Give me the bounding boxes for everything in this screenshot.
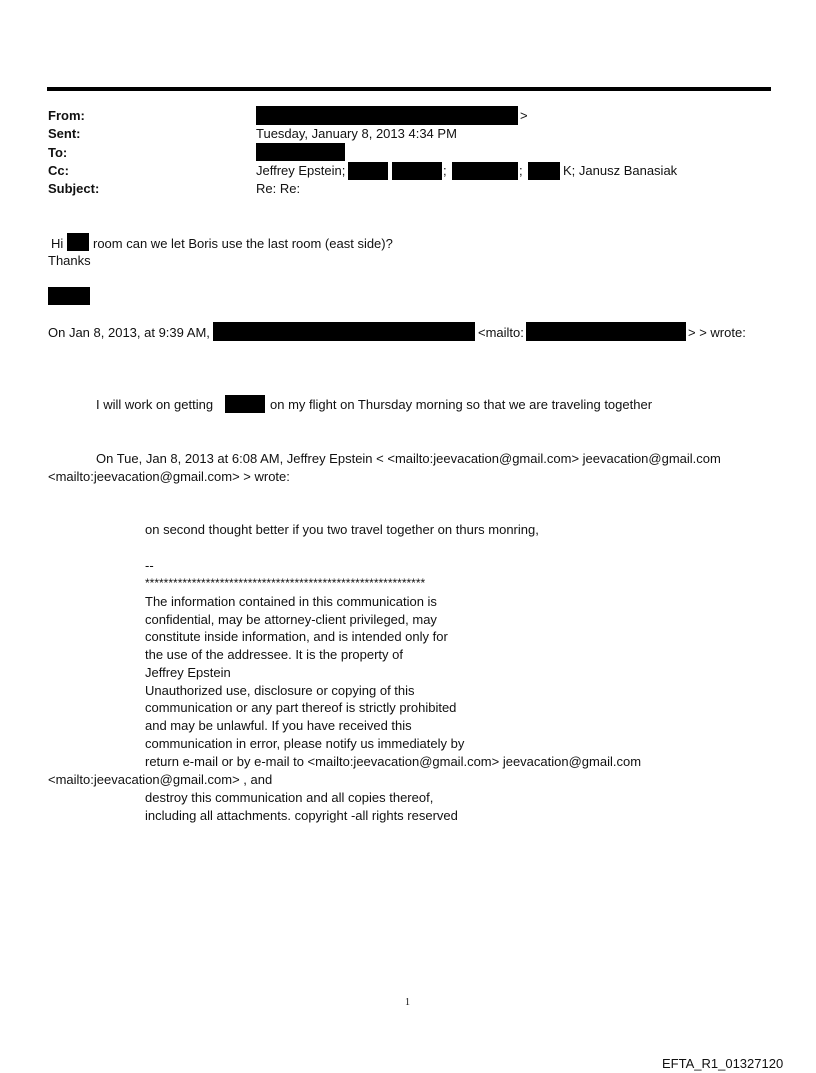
cc-part1: Jeffrey Epstein; (256, 163, 346, 178)
disclaimer-wrap-line: <mailto:jeevacation@gmail.com> , and (48, 772, 273, 787)
reply1-prefix: I will work on getting (96, 397, 214, 412)
subject-label: Subject: (48, 181, 100, 196)
greeting-prefix: Hi (51, 236, 64, 251)
disclaimer-line: destroy this communication and all copies thereof, (145, 790, 434, 805)
thanks-line: Thanks (48, 253, 91, 268)
reply2-text: on second thought better if you two travel together on thurs monring, (145, 522, 539, 537)
disclaimer-line: Jeffrey Epstein (145, 665, 231, 680)
redaction-quote1-email (526, 322, 686, 341)
disclaimer-line: communication or any part thereof is strictly prohibited (145, 700, 457, 715)
cc-part2: ; (443, 163, 447, 178)
redaction-quote1-name (213, 322, 475, 341)
sent-value: Tuesday, January 8, 2013 4:34 PM (256, 126, 457, 141)
signature-dashes: -- (145, 558, 154, 573)
redaction-reply1-name (225, 395, 265, 413)
cc-label: Cc: (48, 163, 69, 178)
cc-part4: K; Janusz Banasiak (563, 163, 678, 178)
greeting-rest: room can we let Boris use the last room (east side)? (93, 236, 393, 251)
redaction-greeting-name (67, 233, 89, 251)
disclaimer-line: communication in error, please notify us immediately by (145, 736, 465, 751)
quote1-suffix: > > wrote: (688, 325, 746, 340)
redaction-cc-4 (528, 162, 560, 180)
quote1-prefix: On Jan 8, 2013, at 9:39 AM, (48, 325, 210, 340)
redaction-signature (48, 287, 90, 305)
from-value-suffix: > (520, 108, 528, 123)
document-id: EFTA_R1_01327120 (662, 1056, 784, 1071)
cc-part3: ; (519, 163, 523, 178)
redaction-cc-3 (452, 162, 518, 180)
disclaimer-line: constitute inside information, and is intended only for (145, 629, 448, 644)
page-number: 1 (405, 997, 410, 1008)
disclaimer-line: the use of the addressee. It is the property of (145, 647, 403, 662)
signature-stars: ************************************************************ (145, 576, 426, 590)
quote2-line2: <mailto:jeevacation@gmail.com> > wrote: (48, 469, 290, 484)
from-label: From: (48, 108, 85, 123)
redaction-cc-1 (348, 162, 388, 180)
redaction-from (256, 106, 518, 125)
header-divider (47, 87, 771, 91)
disclaimer-line: and may be unlawful. If you have received this (145, 718, 412, 733)
sent-label: Sent: (48, 126, 81, 141)
to-label: To: (48, 145, 68, 160)
disclaimer-line: including all attachments. copyright -all rights reserved (145, 808, 458, 823)
reply1-rest: on my flight on Thursday morning so that we are traveling together (270, 397, 653, 412)
quote2-line1: On Tue, Jan 8, 2013 at 6:08 AM, Jeffrey Epstein < <mailto:jeevacation@gmail.com> jeevacation@gmail.com (96, 451, 721, 466)
redaction-to (256, 143, 345, 161)
disclaimer-line: return e-mail or by e-mail to <mailto:jeevacation@gmail.com> jeevacation@gmail.com (145, 754, 642, 769)
redaction-cc-2 (392, 162, 442, 180)
disclaimer-line: confidential, may be attorney-client privileged, may (145, 612, 437, 627)
disclaimer-line: The information contained in this communication is (145, 594, 437, 609)
quote1-mailto: <mailto: (478, 325, 524, 340)
disclaimer-line: Unauthorized use, disclosure or copying of this (145, 683, 415, 698)
subject-value: Re: Re: (256, 181, 301, 196)
